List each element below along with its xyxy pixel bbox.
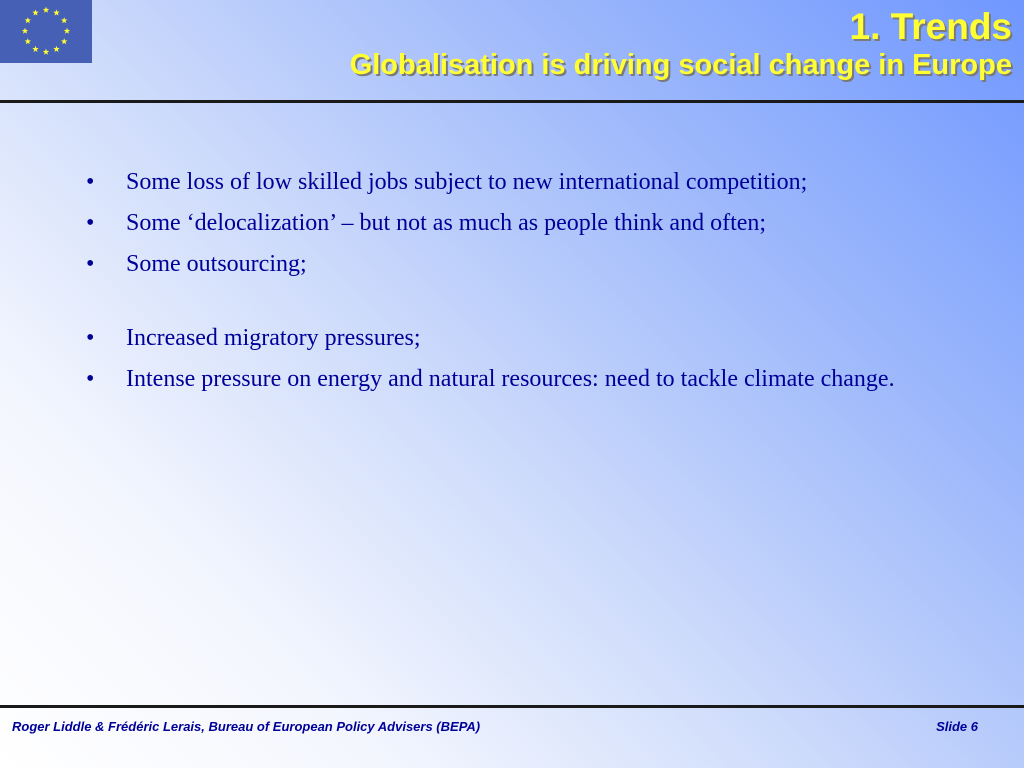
bullet-item [86, 206, 966, 240]
bullet-item [86, 362, 966, 396]
bullet-marker: • [86, 210, 95, 236]
header-divider [0, 100, 1024, 103]
bullet-text: Intense pressure on energy and natural resources: need to tackle climate change. [126, 366, 895, 392]
bullet-item [86, 247, 966, 281]
bullet-text: Some ‘delocalization’ – but not as much as people think and often; [126, 210, 767, 236]
bullet-marker: • [86, 366, 95, 392]
bullet-marker: • [86, 325, 95, 351]
title-subtitle: Globalisation is driving social change in Europe [349, 49, 1012, 81]
title-main: 1. Trends [849, 6, 1012, 47]
bullet-item [86, 165, 966, 199]
footer-divider [0, 705, 1024, 708]
eu-flag-icon [0, 0, 92, 63]
bullet-text: Some loss of low skilled jobs subject to new international competition; [126, 169, 808, 195]
bullet-marker: • [86, 169, 95, 195]
bullet-text: Increased migratory pressures; [126, 325, 421, 351]
bullet-text: Some outsourcing; [126, 251, 307, 277]
footer-authors: Roger Liddle & Frédéric Lerais, Bureau of European Policy Advisers (BEPA) [12, 719, 481, 734]
slide-number: Slide 6 [936, 719, 978, 734]
bullet-marker: • [86, 251, 95, 277]
bullet-list [86, 165, 966, 403]
slide-title [350, 6, 1012, 82]
bullet-item [86, 321, 966, 355]
